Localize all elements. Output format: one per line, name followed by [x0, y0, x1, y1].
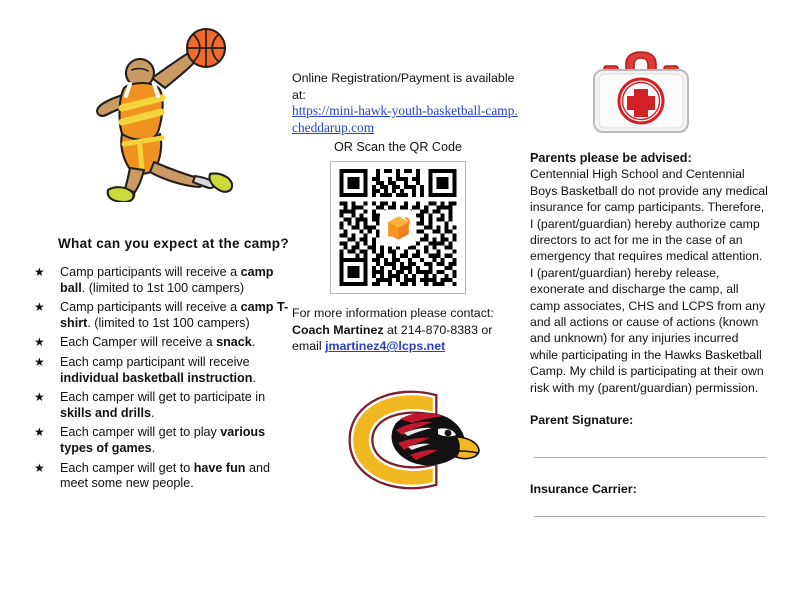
expectation-text: .: [251, 335, 256, 350]
basketball-player-illustration: [62, 22, 252, 202]
contact-intro: For more information please contact:: [292, 306, 494, 320]
coach-email-link[interactable]: jmartinez4@lcps.net: [325, 339, 446, 354]
star-bullet-icon: ★: [34, 300, 45, 315]
advisory-block: [530, 150, 768, 396]
expectation-text: Each camper will get to play: [60, 425, 221, 440]
qr-code[interactable]: [330, 161, 466, 294]
expectation-item-6: [30, 425, 300, 456]
contact-or: or: [477, 322, 493, 337]
contact-phone-line: [292, 322, 528, 339]
expectations-section: [30, 236, 300, 496]
expectation-text: .: [252, 370, 256, 385]
expectation-text: Each camper will get to participate in: [60, 390, 266, 405]
registration-block: [292, 70, 524, 136]
expectation-highlight: snack: [216, 335, 252, 350]
expectation-text: Camp participants will receive a: [60, 300, 241, 315]
expectation-highlight: skills and drills: [60, 405, 151, 420]
expectation-text: Each camper will get to: [60, 460, 194, 475]
contact-email-line: [292, 338, 528, 355]
insurance-carrier-label: Insurance Carrier:: [530, 482, 637, 496]
qr-heading: OR Scan the QR Code: [333, 140, 463, 154]
insurance-carrier-line[interactable]: [534, 516, 766, 517]
parent-signature-line[interactable]: [534, 457, 766, 458]
registration-url-line2: cheddarup.com: [292, 119, 375, 135]
expectation-item-5: [30, 390, 300, 421]
expectation-text: Camp participants will receive a: [60, 265, 241, 279]
expectation-text: Each camp participant will receive: [60, 354, 250, 369]
expectation-item-3: [30, 335, 300, 351]
expectation-text: Each Camper will receive a: [60, 335, 217, 350]
advisory-heading: Parents please be advised:: [530, 151, 692, 165]
registration-url-line1: https://mini-hawk-youth-basketball-camp.: [292, 103, 518, 118]
expectation-text: . (limited to 1st 100 campers): [81, 280, 245, 295]
expectation-item-7: [30, 461, 300, 492]
expectation-highlight: various types of games: [60, 425, 266, 455]
contact-at: at: [383, 322, 401, 337]
expectations-list: [30, 265, 300, 492]
expectation-highlight: camp ball: [60, 265, 274, 295]
coach-name: Coach Martinez: [292, 322, 384, 337]
star-bullet-icon: ★: [34, 335, 45, 350]
star-bullet-icon: ★: [34, 265, 45, 279]
registration-intro: Online Registration/Payment is available at:: [292, 71, 515, 102]
star-bullet-icon: ★: [34, 460, 45, 475]
contact-block: [292, 305, 528, 355]
expectation-text: .: [151, 440, 156, 455]
registration-url-link[interactable]: [292, 103, 518, 135]
expectation-text: . (limited to 1st 100 campers): [87, 315, 250, 330]
expectation-highlight: have fun: [193, 460, 246, 475]
star-bullet-icon: ★: [34, 354, 45, 369]
expectation-item-2: [30, 300, 300, 331]
expectation-highlight: individual basketball instruction: [60, 370, 253, 385]
expectations-heading: What can you expect at the camp?: [58, 236, 289, 251]
parent-signature-label: Parent Signature:: [530, 413, 634, 427]
first-aid-kit-icon: [586, 48, 696, 140]
cheddar-up-cube-logo: [380, 209, 417, 246]
expectation-text: .: [151, 405, 155, 420]
star-bullet-icon: ★: [34, 390, 45, 405]
advisory-body: Centennial High School and Centennial Boys Basketball do not provide any medical insurance for camp participants. Therefore, I (parent/guardian) hereby authorize camp directors to act for me in the case of an emergency that requires medical attention. I (parent/guardian) hereby release, exonerate and discharge the camp, all camp associates, CHS and LCPS from any and all actions or cause of actions (known and unknown) for any injuries incurred while participating in the Hawks Basketball Camp. My child is participating at their own risk with my (parent/guardian) permission.: [530, 167, 768, 395]
expectation-highlight: camp T-shirt: [60, 300, 289, 330]
email-prefix: email: [292, 339, 326, 354]
expectation-item-4: [30, 355, 300, 386]
centennial-hawks-logo: [338, 385, 488, 495]
star-bullet-icon: ★: [34, 425, 45, 440]
expectation-text: and meet some new people.: [60, 460, 271, 491]
expectation-item-1: [30, 265, 300, 296]
contact-phone: 214-870-8383: [400, 322, 478, 337]
